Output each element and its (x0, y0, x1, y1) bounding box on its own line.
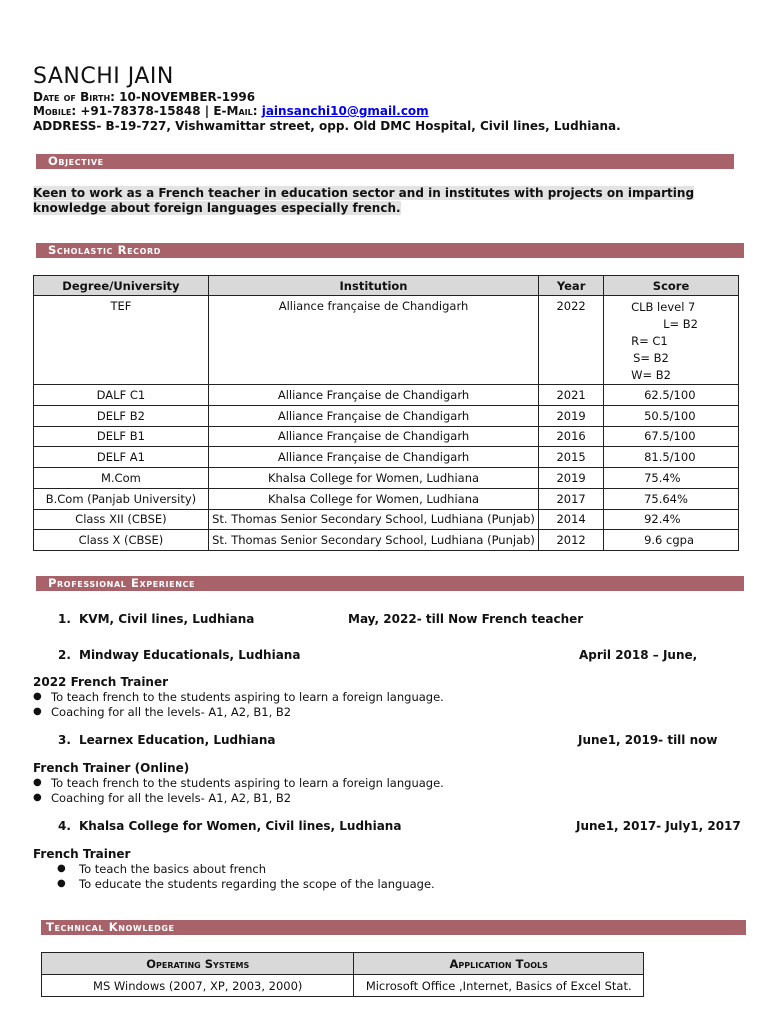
table-row (34, 509, 739, 530)
cell-degree: DELF B1 (34, 426, 209, 447)
exp-3-role: French Trainer (Online) (33, 761, 190, 775)
score-line: CLB level 7 (631, 300, 696, 314)
cell-institution: St. Thomas Senior Secondary School, Ludhiana (Punjab) (208, 530, 538, 551)
objective-section-bar: Objective (36, 154, 734, 169)
cell-year: 2017 (539, 488, 604, 509)
list-item: ● To educate the students regarding the scope of the language. (57, 876, 435, 891)
list-item: ● Coaching for all the levels- A1, A2, B1, B2 (33, 704, 292, 719)
cell-score: 67.5/100 (604, 426, 739, 447)
technical-section-bar: Technical Knowledge (41, 920, 746, 935)
dob-line (33, 90, 255, 104)
technical-header-row (42, 953, 644, 975)
exp-3-bullets (33, 776, 633, 805)
experience-section-bar: Professional Experience (36, 576, 744, 591)
cell-year: 2021 (539, 385, 604, 406)
cell-score: 92.4% (604, 509, 739, 530)
exp-3-org: Learnex Education, Ludhiana (79, 733, 276, 747)
cell-year: 2022 (539, 296, 604, 385)
scholastic-table (33, 275, 739, 551)
table-row (34, 405, 739, 426)
cell-institution: Alliance Française de Chandigarh (208, 426, 538, 447)
cell-score: 75.64% (604, 488, 739, 509)
table-row (34, 426, 739, 447)
mobile-value: +91-78378-15848 | E- (80, 104, 227, 118)
bullet-icon: ● (33, 691, 42, 702)
list-item: ● To teach the basics about french (57, 862, 267, 876)
cell-year: 2015 (539, 447, 604, 468)
cell-score: 75.4% (604, 468, 739, 489)
exp-2-number: 2. (58, 648, 71, 662)
cell-score: 50.5/100 (604, 405, 739, 426)
exp-3-number: 3. (58, 733, 71, 747)
email-link[interactable]: jainsanchi10@gmail.com (261, 104, 429, 118)
cell-score: 9.6 cgpa (604, 530, 739, 551)
cell-degree: DELF B2 (34, 405, 209, 426)
scholastic-section-bar: Scholastic Record (36, 243, 744, 258)
col-score: Score (604, 276, 739, 296)
table-row (34, 296, 739, 385)
table-row (34, 447, 739, 468)
dob-label: Date of Birth: (33, 90, 115, 104)
score-line: L= B2 (663, 317, 698, 331)
cell-score-tef (604, 296, 739, 385)
address-line: ADDRESS- B-19-727, Vishwamittar street, opp. Old DMC Hospital, Civil lines, Ludhiana. (33, 119, 621, 133)
email-label: Mail: (226, 104, 258, 118)
cell-institution: Alliance Française de Chandigarh (208, 405, 538, 426)
table-row (34, 468, 739, 489)
score-line: W= B2 (631, 368, 671, 382)
cell-year: 2019 (539, 468, 604, 489)
cell-institution: Alliance française de Chandigarh (208, 296, 538, 385)
list-item: ● To teach french to the students aspiring to learn a foreign language. (33, 690, 444, 704)
cell-degree: TEF (34, 296, 209, 385)
exp-2-date: April 2018 – June, (579, 648, 698, 662)
exp-4-bullets (33, 862, 633, 891)
cell-degree: DELF A1 (34, 447, 209, 468)
cell-degree: Class X (CBSE) (34, 530, 209, 551)
cell-degree: B.Com (Panjab University) (34, 488, 209, 509)
cell-year: 2012 (539, 530, 604, 551)
cell-institution: Alliance Française de Chandigarh (208, 447, 538, 468)
cell-year: 2016 (539, 426, 604, 447)
bullet-icon: ● (33, 791, 42, 803)
table-row (34, 385, 739, 406)
score-line: S= B2 (633, 351, 669, 365)
bullet-icon: ● (57, 863, 66, 874)
cell-institution: St. Thomas Senior Secondary School, Ludhiana (Punjab) (208, 509, 538, 530)
candidate-name: SANCHI JAIN (33, 64, 174, 89)
bullet-icon: ● (57, 877, 66, 889)
col-degree: Degree/University (34, 276, 209, 296)
exp-1-org: KVM, Civil lines, Ludhiana (79, 612, 255, 626)
cell-score: 62.5/100 (604, 385, 739, 406)
exp-1-number: 1. (58, 612, 71, 626)
exp-4-org: Khalsa College for Women, Civil lines, Ludhiana (79, 819, 402, 833)
cell-year: 2019 (539, 405, 604, 426)
mobile-label: Mobile: (33, 104, 77, 118)
dob-value: 10-NOVEMBER-1996 (119, 90, 256, 104)
list-item: ● Coaching for all the levels- A1, A2, B1, B2 (33, 790, 292, 805)
cell-degree: Class XII (CBSE) (34, 509, 209, 530)
cell-institution: Khalsa College for Women, Ludhiana (208, 468, 538, 489)
technical-table (41, 952, 644, 997)
exp-2-bullets (33, 690, 633, 719)
bullet-icon: ● (33, 705, 42, 717)
cell-institution: Alliance Française de Chandigarh (208, 385, 538, 406)
list-item: ● To teach french to the students aspiring to learn a foreign language. (33, 776, 444, 790)
exp-1-date: May, 2022- till Now French teacher (348, 612, 584, 626)
table-row (42, 975, 644, 997)
col-operating-systems: Operating Systems (42, 953, 354, 975)
cell-score: 81.5/100 (604, 447, 739, 468)
col-year: Year (539, 276, 604, 296)
exp-4-date: June1, 2017- July1, 2017 (576, 819, 741, 833)
objective-text: Keen to work as a French teacher in education sector and in institutes with projects on imparting knowledge about foreign languages especially french. (33, 186, 695, 215)
exp-2-org: Mindway Educationals, Ludhiana (79, 648, 301, 662)
exp-3-date: June1, 2019- till now (578, 733, 718, 747)
contact-line (33, 104, 429, 118)
cell-operating-systems: MS Windows (2007, XP, 2003, 2000) (42, 975, 354, 997)
cell-institution: Khalsa College for Women, Ludhiana (208, 488, 538, 509)
cell-application-tools: Microsoft Office ,Internet, Basics of Excel Stat. (354, 975, 644, 997)
exp-4-role: French Trainer (33, 847, 131, 861)
score-line: R= C1 (631, 334, 668, 348)
table-row (34, 488, 739, 509)
exp-4-number: 4. (58, 819, 71, 833)
table-row (34, 530, 739, 551)
col-institution: Institution (208, 276, 538, 296)
cell-degree: DALF C1 (34, 385, 209, 406)
col-application-tools: Application Tools (354, 953, 644, 975)
exp-2-role: 2022 French Trainer (33, 675, 169, 689)
cell-year: 2014 (539, 509, 604, 530)
scholastic-header-row (34, 276, 739, 296)
scholastic-rows (34, 385, 739, 551)
cell-degree: M.Com (34, 468, 209, 489)
bullet-icon: ● (33, 777, 42, 788)
